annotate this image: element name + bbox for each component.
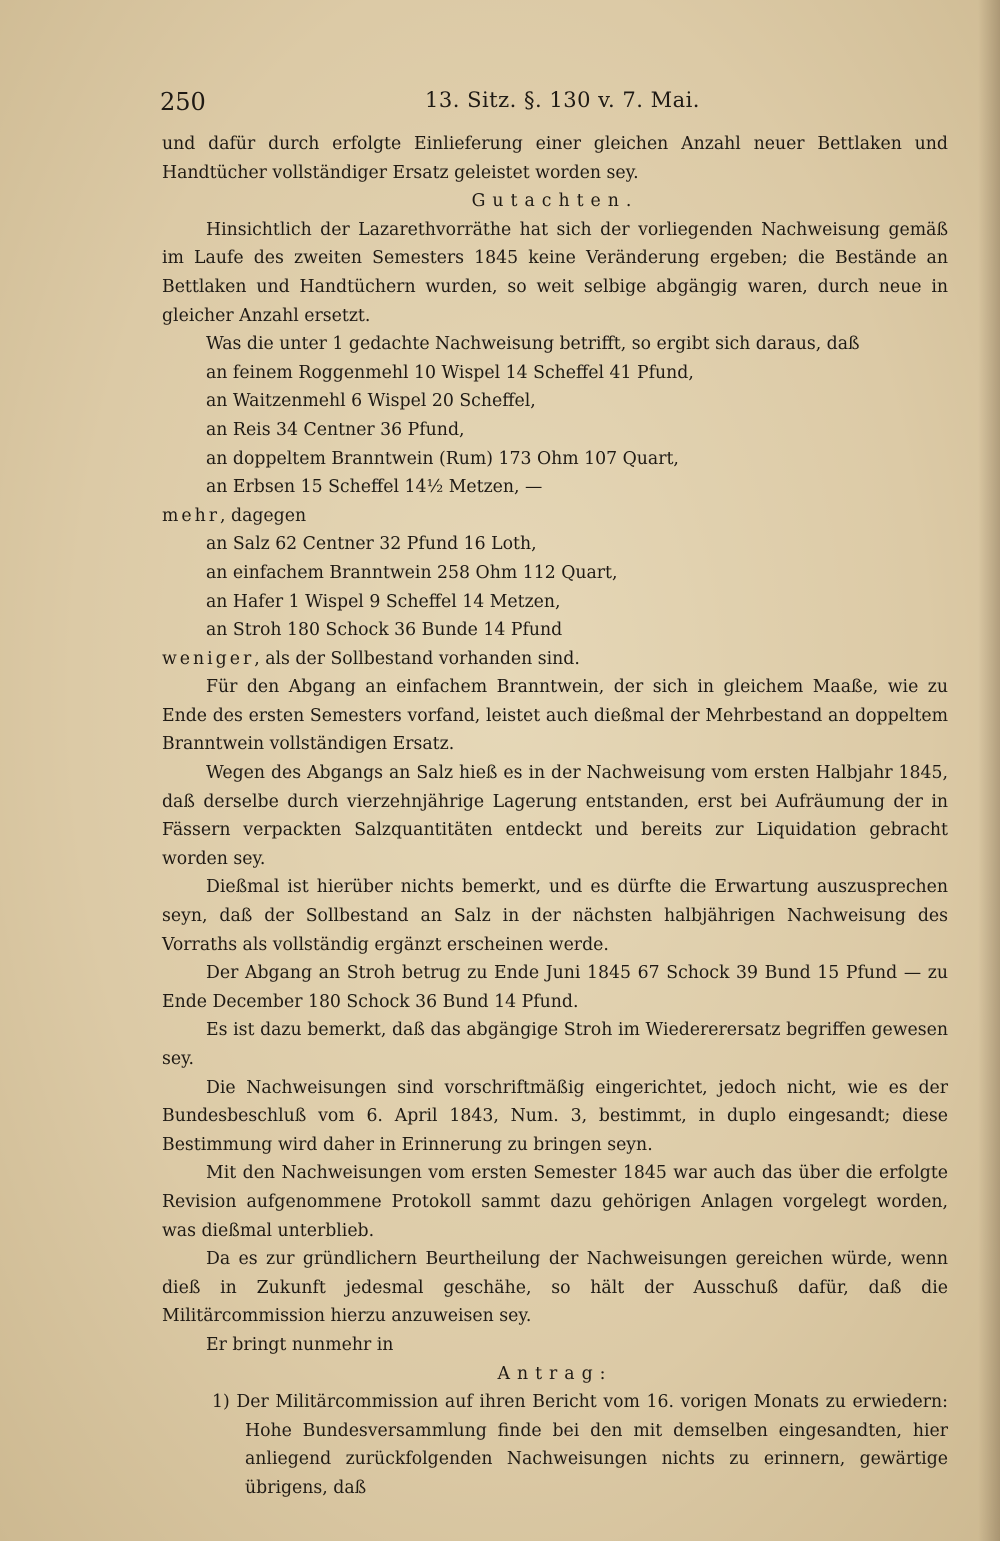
summary-text: , dagegen	[220, 505, 307, 526]
page-number: 250	[160, 88, 206, 116]
running-title: 13. Sitz. §. 130 v. 7. Mai.	[425, 88, 700, 112]
paragraph: Hinsichtlich der Lazarethvorräthe hat sich der vorliegenden Nachweisung gemäß im Laufe des zweiten Semesters 1845 keine Veränderung ergeben; die Bestände an Bettlaken und Handtüchern wurden, so weit selbige abgängig waren, durch neue in gleicher Anzahl ersetzt.	[162, 219, 948, 326]
paragraph: Mit den Nachweisungen vom ersten Semester 1845 war auch das über die erfolgte Revision aufgenommene Protokoll sammt dazu gehörigen Anlagen vorgelegt worden, was dießmal unterblieb.	[162, 1163, 948, 1241]
paragraph: und dafür durch erfolgte Einlieferung einer gleichen Anzahl neuer Bettlaken und Handtücher vollständiger Ersatz geleistet worden sey.	[162, 134, 948, 183]
motion-item-1: 1) Der Militärcommission auf ihren Bericht vom 16. vorigen Monats zu erwiedern: Hohe Bundesversammlung finde bei den mit demselben eingesandten, hier anliegend zurückfolgenden Nachweisungen nichts zu erinnern, gewärtige übrigens, daß	[212, 1392, 948, 1498]
list-item: an doppeltem Branntwein (Rum) 173 Ohm 107 Quart,	[206, 448, 679, 469]
body-text	[162, 130, 948, 1503]
list-item: an Reis 34 Centner 36 Pfund,	[206, 419, 465, 440]
paragraph: Dießmal ist hierüber nichts bemerkt, und es dürfte die Erwartung auszusprechen seyn, daß der Sollbestand an Salz in der nächsten halbjährigen Nachweisung des Vorraths als vollständig ergänzt erscheinen werde.	[162, 877, 948, 955]
summary-line-weniger	[162, 645, 948, 674]
paragraph: Es ist dazu bemerkt, daß das abgängige Stroh im Wiedererersatz begriffen gewesen sey.	[162, 1020, 948, 1069]
summary-text: , als der Sollbestand vorhanden sind.	[254, 648, 580, 669]
section-heading-gutachten: Gutachten.	[471, 191, 639, 212]
section-heading-antrag: Antrag:	[497, 1363, 613, 1384]
page-header	[160, 88, 950, 122]
paragraph: Der Abgang an Stroh betrug zu Ende Juni 1845 67 Schock 39 Bund 15 Pfund — zu Ende December 180 Schock 36 Bund 14 Pfund.	[162, 963, 948, 1012]
paragraph: Er bringt nunmehr in	[206, 1334, 394, 1355]
emphasis-mehr: mehr	[162, 505, 221, 526]
summary-line-mehr	[162, 502, 948, 531]
paragraph: Da es zur gründlichern Beurtheilung der Nachweisungen gereichen würde, wenn dieß in Zukunft jedesmal geschähe, so hält der Ausschuß dafür, daß die Militärcommission hierzu anzuweisen sey.	[162, 1249, 948, 1327]
list-item: an Stroh 180 Schock 36 Bunde 14 Pfund	[206, 620, 563, 641]
paragraph: Für den Abgang an einfachem Branntwein, der sich in gleichem Maaße, wie zu Ende des ersten Semesters vorfand, leistet auch dießmal der Mehrbestand an doppeltem Branntwein vollständigen Ersatz.	[162, 677, 948, 755]
list-item: an Hafer 1 Wispel 9 Scheffel 14 Metzen,	[206, 591, 561, 612]
list-item: an Salz 62 Centner 32 Pfund 16 Loth,	[206, 534, 537, 555]
list-item: an feinem Roggenmehl 10 Wispel 14 Scheffel 41 Pfund,	[206, 362, 694, 383]
list-item: an Erbsen 15 Scheffel 14½ Metzen, —	[206, 477, 543, 498]
list-item: an Waitzenmehl 6 Wispel 20 Scheffel,	[206, 391, 536, 412]
paragraph: Wegen des Abgangs an Salz hieß es in der Nachweisung vom ersten Halbjahr 1845, daß derselbe durch vierzehnjährige Lagerung entstanden, erst bei Aufräumung der in Fässern verpackten Salzquantitäten entdeckt und bereits zur Liquidation gebracht worden sey.	[162, 763, 948, 869]
page-edge-shadow	[978, 0, 1000, 1541]
paragraph: Was die unter 1 gedachte Nachweisung betrifft, so ergibt sich daraus, daß	[206, 334, 860, 355]
list-item: an einfachem Branntwein 258 Ohm 112 Quart,	[206, 562, 618, 583]
paragraph: Die Nachweisungen sind vorschriftmäßig eingerichtet, jedoch nicht, wie es der Bundesbeschluß vom 6. April 1843, Num. 3, bestimmt, in duplo eingesandt; diese Bestimmung wird daher in Erinnerung zu bringen seyn.	[162, 1077, 948, 1155]
emphasis-weniger: weniger	[162, 648, 255, 669]
